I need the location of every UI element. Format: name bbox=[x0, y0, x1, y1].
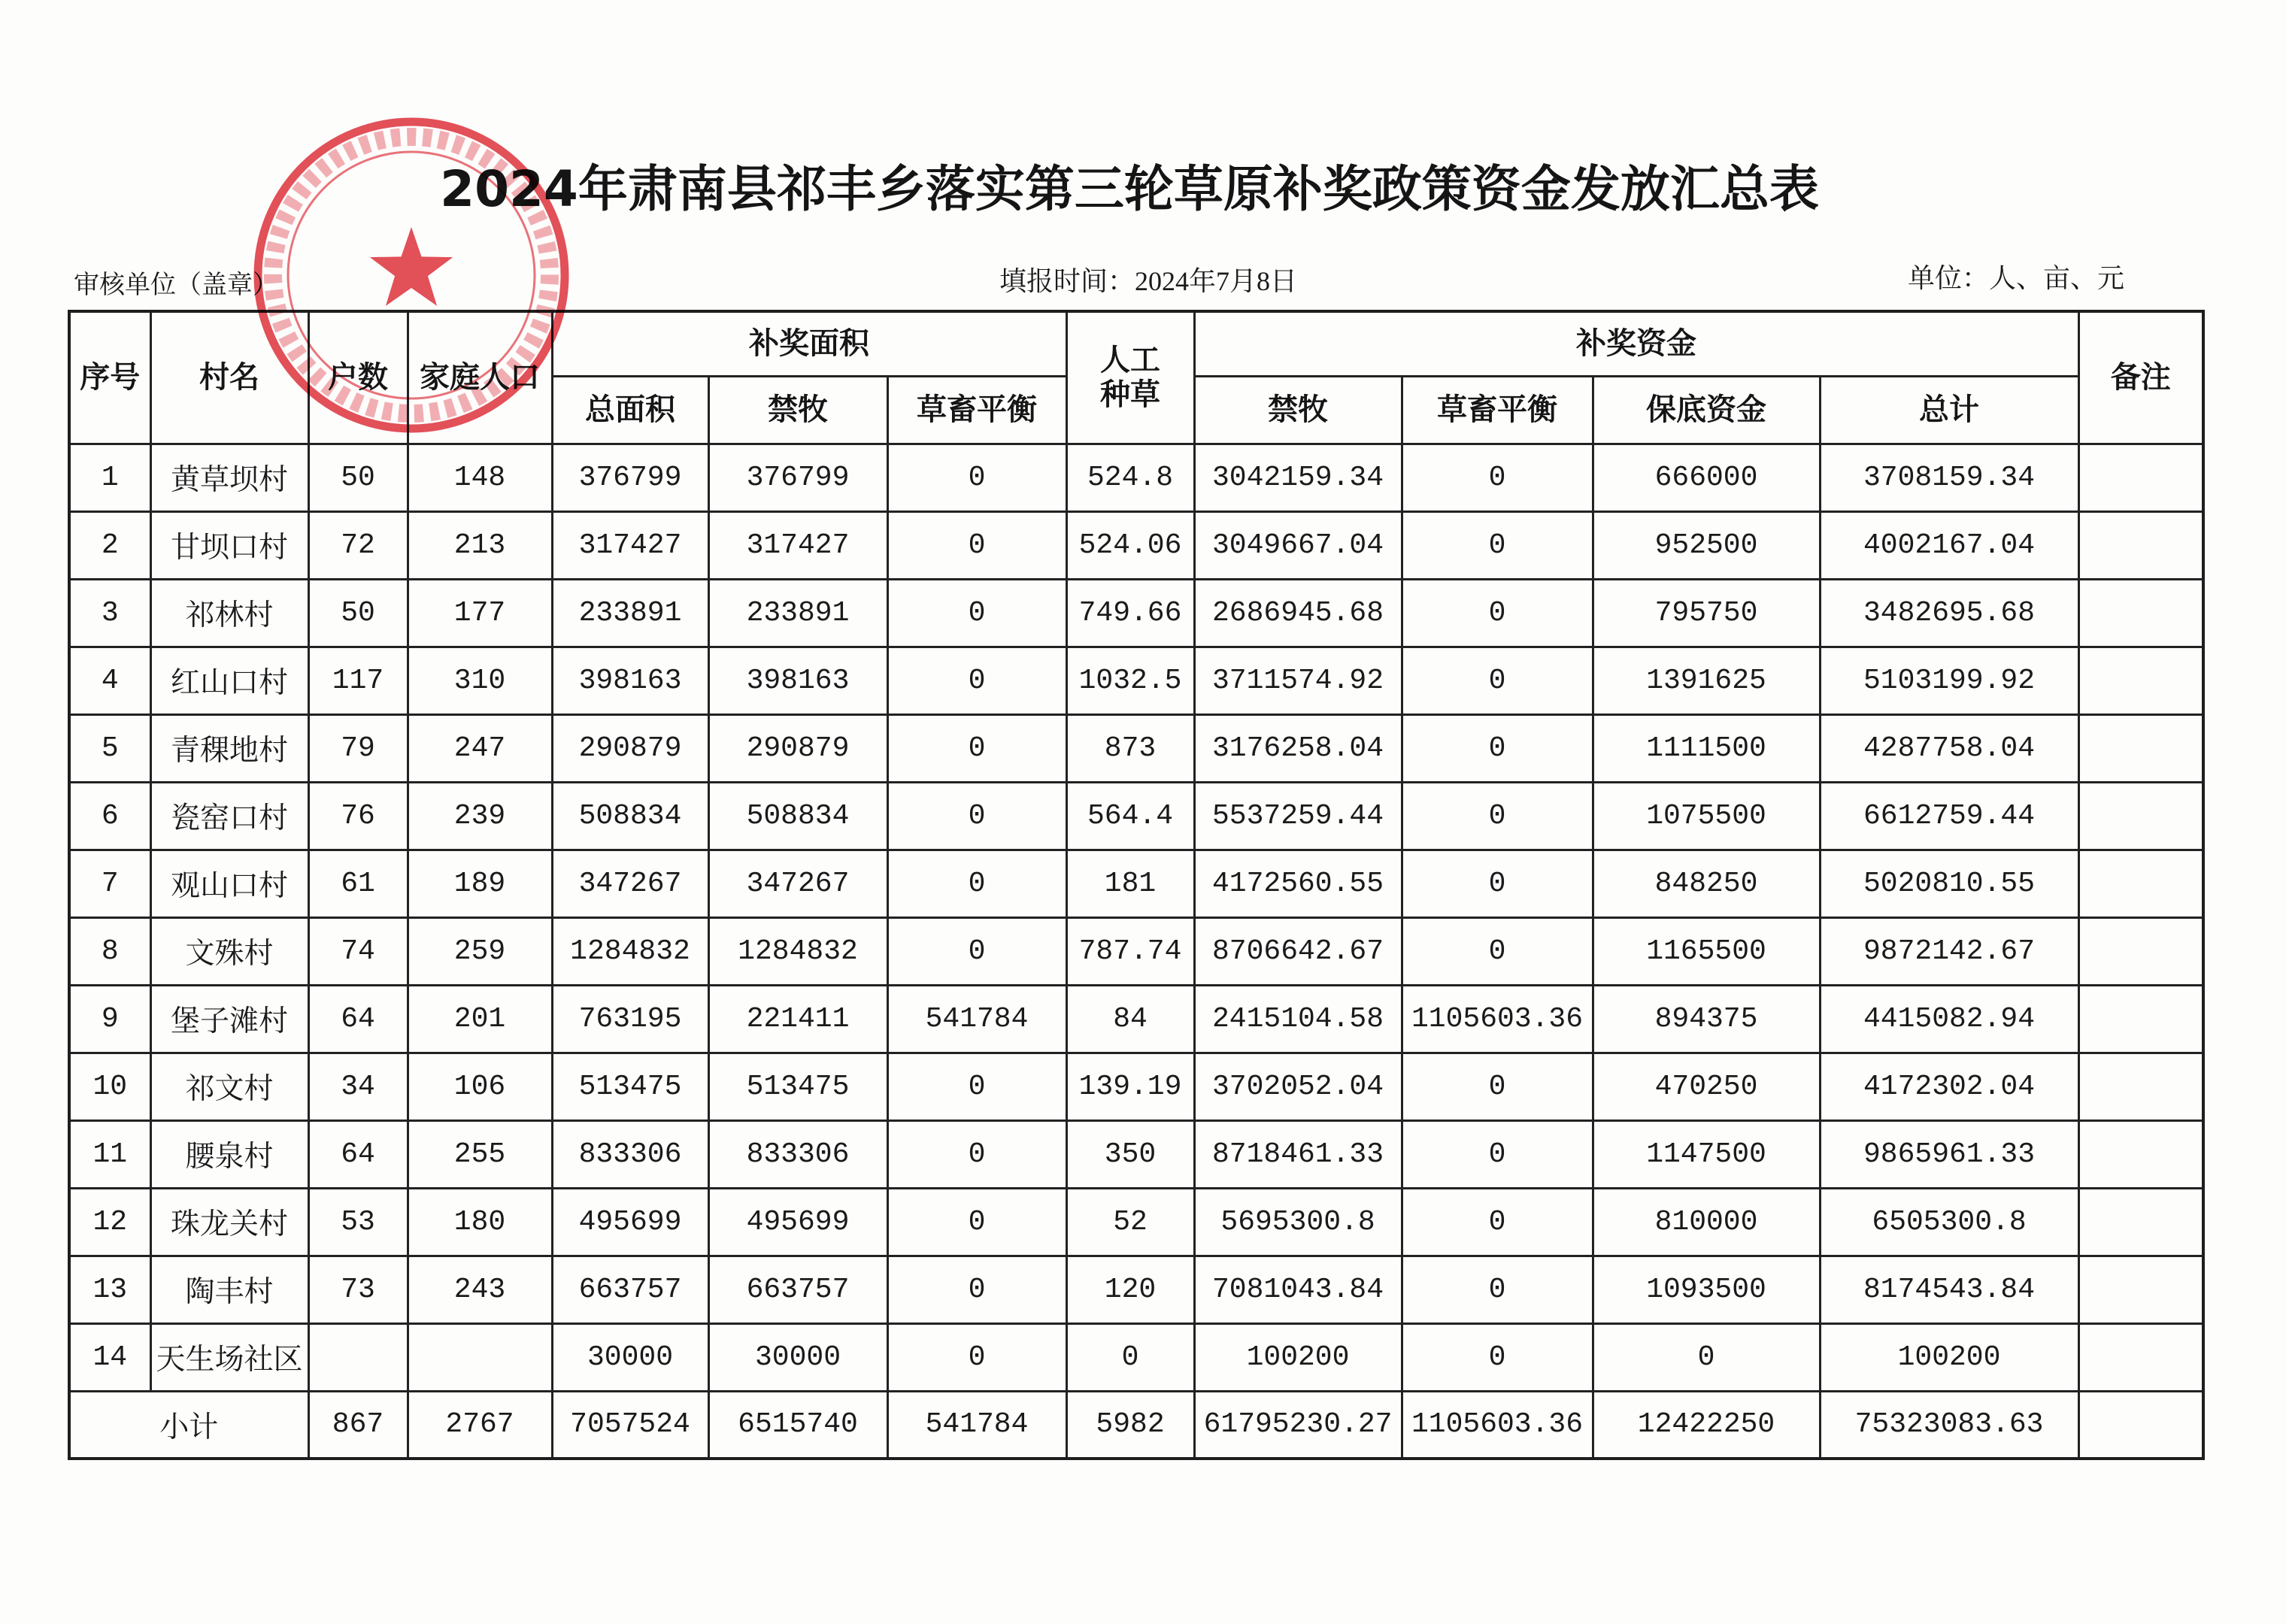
cell-fund-total: 5103199.92 bbox=[1820, 647, 2078, 714]
cell-remarks bbox=[2078, 714, 2203, 782]
cell-area-total: 1284832 bbox=[552, 917, 708, 985]
cell-fund-balance: 0 bbox=[1402, 1323, 1593, 1391]
cell-population: 180 bbox=[408, 1188, 552, 1256]
cell-households: 50 bbox=[308, 444, 408, 511]
cell-artificial-grass: 1032.5 bbox=[1066, 647, 1194, 714]
cell-fund-total: 4287758.04 bbox=[1820, 714, 2078, 782]
cell-area-total: 290879 bbox=[552, 714, 708, 782]
cell-households: 74 bbox=[308, 917, 408, 985]
cell-fund-balance: 0 bbox=[1402, 1053, 1593, 1120]
cell-area-total: 513475 bbox=[552, 1053, 708, 1120]
cell-area-total: 833306 bbox=[552, 1120, 708, 1188]
cell-seq: 10 bbox=[69, 1053, 150, 1120]
cell-remarks bbox=[2078, 579, 2203, 647]
cell-population: 255 bbox=[408, 1120, 552, 1188]
subtotal-population: 2767 bbox=[408, 1391, 552, 1459]
cell-fund-grazing-ban: 3042159.34 bbox=[1194, 444, 1402, 511]
cell-households: 79 bbox=[308, 714, 408, 782]
cell-area-grazing-ban: 221411 bbox=[708, 985, 887, 1053]
cell-fund-total: 3708159.34 bbox=[1820, 444, 2078, 511]
cell-remarks bbox=[2078, 1053, 2203, 1120]
cell-fund-base: 470250 bbox=[1593, 1053, 1820, 1120]
cell-fund-base: 1075500 bbox=[1593, 782, 1820, 850]
subtotal-fund-base: 12422250 bbox=[1593, 1391, 1820, 1459]
cell-fund-total: 100200 bbox=[1820, 1323, 2078, 1391]
cell-artificial-grass: 139.19 bbox=[1066, 1053, 1194, 1120]
cell-fund-balance: 0 bbox=[1402, 511, 1593, 579]
cell-area-total: 233891 bbox=[552, 579, 708, 647]
header-artificial-grass-line2: 种草 bbox=[1100, 377, 1161, 413]
header-row-1 bbox=[69, 311, 2203, 376]
cell-fund-total: 3482695.68 bbox=[1820, 579, 2078, 647]
cell-remarks bbox=[2078, 985, 2203, 1053]
cell-remarks bbox=[2078, 647, 2203, 714]
cell-area-balance: 0 bbox=[887, 579, 1066, 647]
cell-fund-base: 0 bbox=[1593, 1323, 1820, 1391]
cell-area-total: 30000 bbox=[552, 1323, 708, 1391]
cell-fund-grazing-ban: 3702052.04 bbox=[1194, 1053, 1402, 1120]
cell-fund-base: 1165500 bbox=[1593, 917, 1820, 985]
subtotal-households: 867 bbox=[308, 1391, 408, 1459]
cell-area-balance: 0 bbox=[887, 1256, 1066, 1323]
cell-remarks bbox=[2078, 1256, 2203, 1323]
table-row bbox=[69, 782, 2203, 850]
cell-fund-grazing-ban: 4172560.55 bbox=[1194, 850, 1402, 917]
cell-population: 177 bbox=[408, 579, 552, 647]
cell-area-grazing-ban: 398163 bbox=[708, 647, 887, 714]
cell-fund-total: 6612759.44 bbox=[1820, 782, 2078, 850]
header-fund-base: 保底资金 bbox=[1593, 376, 1820, 444]
cell-fund-base: 810000 bbox=[1593, 1188, 1820, 1256]
subsidy-summary-table bbox=[68, 310, 2205, 1460]
cell-households: 64 bbox=[308, 1120, 408, 1188]
table-row bbox=[69, 647, 2203, 714]
cell-population: 310 bbox=[408, 647, 552, 714]
cell-population: 148 bbox=[408, 444, 552, 511]
cell-fund-base: 952500 bbox=[1593, 511, 1820, 579]
cell-village: 天生场社区 bbox=[150, 1323, 308, 1391]
cell-village: 堡子滩村 bbox=[150, 985, 308, 1053]
subtotal-area-total: 7057524 bbox=[552, 1391, 708, 1459]
cell-area-total: 317427 bbox=[552, 511, 708, 579]
cell-fund-balance: 0 bbox=[1402, 444, 1593, 511]
cell-fund-total: 8174543.84 bbox=[1820, 1256, 2078, 1323]
cell-area-balance: 0 bbox=[887, 1323, 1066, 1391]
header-seq: 序号 bbox=[69, 311, 150, 444]
cell-remarks bbox=[2078, 917, 2203, 985]
cell-village: 红山口村 bbox=[150, 647, 308, 714]
cell-population: 189 bbox=[408, 850, 552, 917]
document-title: 2024年肃南县祁丰乡落实第三轮草原补奖政策资金发放汇总表 bbox=[440, 160, 1819, 218]
cell-area-total: 763195 bbox=[552, 985, 708, 1053]
table-row bbox=[69, 850, 2203, 917]
cell-seq: 3 bbox=[69, 579, 150, 647]
cell-fund-total: 5020810.55 bbox=[1820, 850, 2078, 917]
header-subsidy-funds: 补奖资金 bbox=[1194, 311, 2078, 376]
cell-fund-balance: 0 bbox=[1402, 647, 1593, 714]
cell-fund-base: 795750 bbox=[1593, 579, 1820, 647]
cell-area-grazing-ban: 290879 bbox=[708, 714, 887, 782]
table-row bbox=[69, 714, 2203, 782]
seal-star-icon bbox=[370, 227, 453, 306]
subtotal-area-balance: 541784 bbox=[887, 1391, 1066, 1459]
cell-artificial-grass: 524.06 bbox=[1066, 511, 1194, 579]
cell-area-balance: 0 bbox=[887, 850, 1066, 917]
cell-fund-total: 9872142.67 bbox=[1820, 917, 2078, 985]
cell-remarks bbox=[2078, 511, 2203, 579]
subtotal-artificial-grass: 5982 bbox=[1066, 1391, 1194, 1459]
cell-area-balance: 0 bbox=[887, 714, 1066, 782]
cell-area-grazing-ban: 317427 bbox=[708, 511, 887, 579]
cell-fund-base: 848250 bbox=[1593, 850, 1820, 917]
cell-households bbox=[308, 1323, 408, 1391]
cell-remarks bbox=[2078, 1120, 2203, 1188]
cell-fund-base: 1147500 bbox=[1593, 1120, 1820, 1188]
table-row bbox=[69, 1188, 2203, 1256]
cell-area-balance: 0 bbox=[887, 1188, 1066, 1256]
cell-area-grazing-ban: 376799 bbox=[708, 444, 887, 511]
cell-seq: 4 bbox=[69, 647, 150, 714]
cell-fund-grazing-ban: 3711574.92 bbox=[1194, 647, 1402, 714]
subtotal-fund-grazing-ban: 61795230.27 bbox=[1194, 1391, 1402, 1459]
cell-fund-balance: 0 bbox=[1402, 917, 1593, 985]
cell-population: 247 bbox=[408, 714, 552, 782]
cell-households: 34 bbox=[308, 1053, 408, 1120]
cell-fund-total: 4415082.94 bbox=[1820, 985, 2078, 1053]
cell-fund-grazing-ban: 3176258.04 bbox=[1194, 714, 1402, 782]
header-artificial-grass-line1: 人工 bbox=[1100, 343, 1161, 378]
cell-remarks bbox=[2078, 850, 2203, 917]
subtotal-fund-balance: 1105603.36 bbox=[1402, 1391, 1593, 1459]
cell-fund-balance: 0 bbox=[1402, 1120, 1593, 1188]
header-population: 家庭人口 bbox=[408, 311, 552, 444]
header-artificial-grass bbox=[1066, 311, 1194, 444]
cell-area-grazing-ban: 508834 bbox=[708, 782, 887, 850]
cell-area-balance: 541784 bbox=[887, 985, 1066, 1053]
cell-households: 53 bbox=[308, 1188, 408, 1256]
cell-artificial-grass: 787.74 bbox=[1066, 917, 1194, 985]
cell-fund-grazing-ban: 2415104.58 bbox=[1194, 985, 1402, 1053]
subtotal-remarks bbox=[2078, 1391, 2203, 1459]
cell-fund-grazing-ban: 8706642.67 bbox=[1194, 917, 1402, 985]
cell-area-grazing-ban: 663757 bbox=[708, 1256, 887, 1323]
cell-population: 201 bbox=[408, 985, 552, 1053]
cell-fund-total: 4172302.04 bbox=[1820, 1053, 2078, 1120]
header-fund-grazing-ban: 禁牧 bbox=[1194, 376, 1402, 444]
cell-village: 祁林村 bbox=[150, 579, 308, 647]
cell-fund-base: 1093500 bbox=[1593, 1256, 1820, 1323]
cell-fund-grazing-ban: 5695300.8 bbox=[1194, 1188, 1402, 1256]
cell-village: 黄草坝村 bbox=[150, 444, 308, 511]
cell-fund-grazing-ban: 8718461.33 bbox=[1194, 1120, 1402, 1188]
cell-area-balance: 0 bbox=[887, 1120, 1066, 1188]
header-remarks: 备注 bbox=[2078, 311, 2203, 444]
cell-fund-grazing-ban: 2686945.68 bbox=[1194, 579, 1402, 647]
header-area-balance: 草畜平衡 bbox=[887, 376, 1066, 444]
cell-seq: 14 bbox=[69, 1323, 150, 1391]
cell-area-grazing-ban: 30000 bbox=[708, 1323, 887, 1391]
cell-fund-grazing-ban: 100200 bbox=[1194, 1323, 1402, 1391]
cell-artificial-grass: 181 bbox=[1066, 850, 1194, 917]
cell-artificial-grass: 564.4 bbox=[1066, 782, 1194, 850]
cell-population: 239 bbox=[408, 782, 552, 850]
table-row bbox=[69, 444, 2203, 511]
cell-fund-balance: 0 bbox=[1402, 1256, 1593, 1323]
cell-fund-balance: 0 bbox=[1402, 782, 1593, 850]
cell-households: 72 bbox=[308, 511, 408, 579]
cell-fund-balance: 0 bbox=[1402, 579, 1593, 647]
cell-fund-base: 1111500 bbox=[1593, 714, 1820, 782]
header-area-grazing-ban: 禁牧 bbox=[708, 376, 887, 444]
cell-village: 瓷窑口村 bbox=[150, 782, 308, 850]
cell-population: 106 bbox=[408, 1053, 552, 1120]
cell-area-total: 347267 bbox=[552, 850, 708, 917]
cell-area-total: 495699 bbox=[552, 1188, 708, 1256]
cell-area-grazing-ban: 495699 bbox=[708, 1188, 887, 1256]
cell-households: 73 bbox=[308, 1256, 408, 1323]
cell-fund-grazing-ban: 3049667.04 bbox=[1194, 511, 1402, 579]
cell-seq: 7 bbox=[69, 850, 150, 917]
cell-village: 观山口村 bbox=[150, 850, 308, 917]
header-village: 村名 bbox=[150, 311, 308, 444]
cell-fund-balance: 1105603.36 bbox=[1402, 985, 1593, 1053]
subtotal-fund-total: 75323083.63 bbox=[1820, 1391, 2078, 1459]
cell-village: 珠龙关村 bbox=[150, 1188, 308, 1256]
cell-seq: 13 bbox=[69, 1256, 150, 1323]
cell-remarks bbox=[2078, 444, 2203, 511]
cell-area-balance: 0 bbox=[887, 1053, 1066, 1120]
cell-area-total: 508834 bbox=[552, 782, 708, 850]
cell-village: 祁文村 bbox=[150, 1053, 308, 1120]
cell-households: 50 bbox=[308, 579, 408, 647]
table-row bbox=[69, 985, 2203, 1053]
subtotal-area-grazing-ban: 6515740 bbox=[708, 1391, 887, 1459]
cell-fund-balance: 0 bbox=[1402, 850, 1593, 917]
cell-village: 腰泉村 bbox=[150, 1120, 308, 1188]
cell-fund-base: 894375 bbox=[1593, 985, 1820, 1053]
cell-artificial-grass: 84 bbox=[1066, 985, 1194, 1053]
cell-area-balance: 0 bbox=[887, 511, 1066, 579]
subtotal-row bbox=[69, 1391, 2203, 1459]
cell-artificial-grass: 524.8 bbox=[1066, 444, 1194, 511]
cell-artificial-grass: 749.66 bbox=[1066, 579, 1194, 647]
cell-village: 青稞地村 bbox=[150, 714, 308, 782]
cell-remarks bbox=[2078, 1323, 2203, 1391]
cell-area-total: 663757 bbox=[552, 1256, 708, 1323]
cell-seq: 2 bbox=[69, 511, 150, 579]
table-row bbox=[69, 1323, 2203, 1391]
subtotal-label: 小计 bbox=[69, 1391, 308, 1459]
cell-remarks bbox=[2078, 782, 2203, 850]
cell-artificial-grass: 52 bbox=[1066, 1188, 1194, 1256]
cell-area-grazing-ban: 1284832 bbox=[708, 917, 887, 985]
table-row bbox=[69, 579, 2203, 647]
cell-area-grazing-ban: 233891 bbox=[708, 579, 887, 647]
cell-area-total: 376799 bbox=[552, 444, 708, 511]
table-row bbox=[69, 511, 2203, 579]
cell-households: 117 bbox=[308, 647, 408, 714]
cell-artificial-grass: 120 bbox=[1066, 1256, 1194, 1323]
cell-village: 文殊村 bbox=[150, 917, 308, 985]
cell-fund-base: 666000 bbox=[1593, 444, 1820, 511]
cell-fund-total: 6505300.8 bbox=[1820, 1188, 2078, 1256]
cell-area-grazing-ban: 513475 bbox=[708, 1053, 887, 1120]
header-households: 户数 bbox=[308, 311, 408, 444]
cell-area-total: 398163 bbox=[552, 647, 708, 714]
cell-seq: 8 bbox=[69, 917, 150, 985]
cell-seq: 11 bbox=[69, 1120, 150, 1188]
cell-area-balance: 0 bbox=[887, 782, 1066, 850]
header-fund-total: 总计 bbox=[1820, 376, 2078, 444]
cell-artificial-grass: 0 bbox=[1066, 1323, 1194, 1391]
cell-population: 259 bbox=[408, 917, 552, 985]
cell-seq: 9 bbox=[69, 985, 150, 1053]
table-row bbox=[69, 1053, 2203, 1120]
cell-seq: 12 bbox=[69, 1188, 150, 1256]
table-row bbox=[69, 1120, 2203, 1188]
cell-fund-base: 1391625 bbox=[1593, 647, 1820, 714]
cell-fund-grazing-ban: 7081043.84 bbox=[1194, 1256, 1402, 1323]
table-row bbox=[69, 917, 2203, 985]
cell-area-balance: 0 bbox=[887, 917, 1066, 985]
cell-artificial-grass: 873 bbox=[1066, 714, 1194, 782]
header-area-total: 总面积 bbox=[552, 376, 708, 444]
fill-date-label: 填报时间：2024年7月8日 bbox=[999, 266, 1298, 296]
cell-remarks bbox=[2078, 1188, 2203, 1256]
cell-artificial-grass: 350 bbox=[1066, 1120, 1194, 1188]
cell-seq: 1 bbox=[69, 444, 150, 511]
cell-households: 64 bbox=[308, 985, 408, 1053]
cell-households: 76 bbox=[308, 782, 408, 850]
cell-population: 243 bbox=[408, 1256, 552, 1323]
cell-area-grazing-ban: 833306 bbox=[708, 1120, 887, 1188]
cell-population bbox=[408, 1323, 552, 1391]
cell-fund-total: 9865961.33 bbox=[1820, 1120, 2078, 1188]
header-fund-balance: 草畜平衡 bbox=[1402, 376, 1593, 444]
cell-village: 甘坝口村 bbox=[150, 511, 308, 579]
cell-area-grazing-ban: 347267 bbox=[708, 850, 887, 917]
cell-fund-balance: 0 bbox=[1402, 1188, 1593, 1256]
cell-area-balance: 0 bbox=[887, 444, 1066, 511]
header-subsidy-area: 补奖面积 bbox=[552, 311, 1066, 376]
cell-village: 陶丰村 bbox=[150, 1256, 308, 1323]
cell-households: 61 bbox=[308, 850, 408, 917]
cell-seq: 5 bbox=[69, 714, 150, 782]
cell-fund-grazing-ban: 5537259.44 bbox=[1194, 782, 1402, 850]
cell-area-balance: 0 bbox=[887, 647, 1066, 714]
cell-seq: 6 bbox=[69, 782, 150, 850]
audit-unit-label: 审核单位（盖章） bbox=[74, 271, 278, 299]
cell-population: 213 bbox=[408, 511, 552, 579]
table-row bbox=[69, 1256, 2203, 1323]
unit-label: 单位：人、亩、元 bbox=[1908, 263, 2125, 293]
cell-fund-balance: 0 bbox=[1402, 714, 1593, 782]
cell-fund-total: 4002167.04 bbox=[1820, 511, 2078, 579]
